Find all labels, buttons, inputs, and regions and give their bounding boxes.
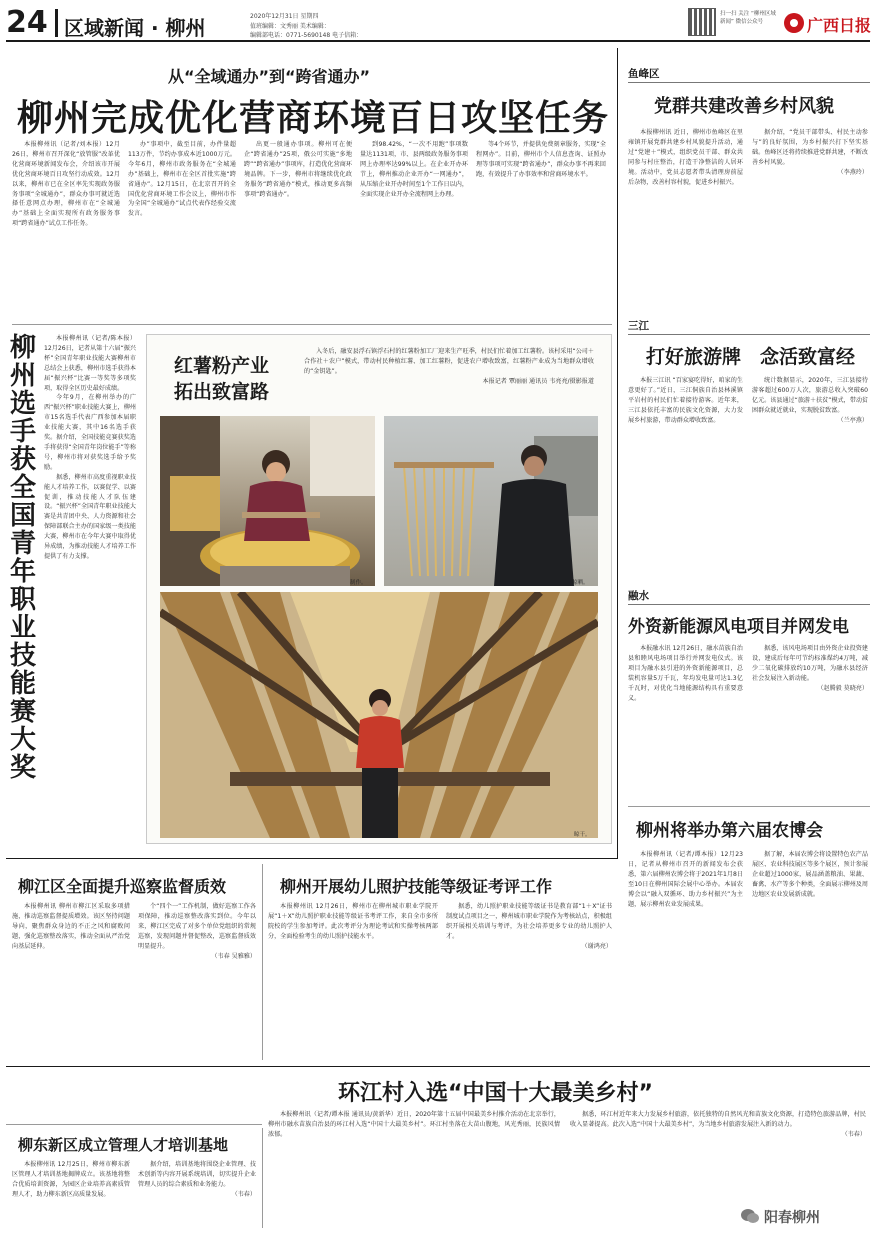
masthead-info-3: 编辑部电话：0771-5690148 电子信箱： — [250, 32, 363, 39]
brand-name: 广西日报 — [807, 16, 872, 35]
bottom2-col-2: 据悉，幼儿照护职业技能等级证书是教育部“1＋X”证书制度试点项目之一，柳州城市职业学院作为考核站点，积极组织开展相关培训与考评，为社会培养更多专业的幼儿照护人才。 （谢鸿亮） — [446, 903, 612, 950]
brand-emblem-icon — [783, 12, 805, 34]
masthead-info-1: 2020年12月31日 星期四 — [250, 13, 319, 20]
right1-col-1: 本报柳州讯 近日，柳州市鱼峰区在里雍镇开展党群共建乡村风貌提升活动，通过“党建＋”模式，组织党员干部、群众共同参与村庄整治，打造干净整洁的人居环境。活动中，党员志愿者带头清理房前屋后杂物，改善村容村貌，促进乡村振兴。 — [628, 129, 743, 186]
bottom1-col-1: 本报柳州讯 柳州市柳江区采取多项措施，推动巡察监督提质增效。该区坚持问题导向，聚焦群众身边的不正之风和腐败问题，强化巡察整改落实，推动全面从严治党向基层延伸。 — [12, 903, 130, 950]
watermark — [738, 1204, 870, 1228]
vertical-title: 柳州选手获全国青年职业技能赛大奖 — [9, 333, 36, 783]
page-number: 24 — [6, 5, 48, 40]
bottom4-title: 柳东新区成立管理人才培训基地 — [18, 1136, 229, 1154]
bottom2-title: 柳州开展幼儿照护技能等级证考评工作 — [280, 877, 553, 896]
right4-col-1: 本报柳州讯（记者/谭本报）12月23日，记者从柳州市召开的新闻发布会获悉，第六届柳州农博会将于2021年1月8日至10日在柳州国际会展中心举办。本届农博会以“融入双循环、助力乡村振兴”为主题，展示柳州农业发展成果。 — [628, 851, 743, 908]
vertical-col-a: 本报柳州讯（记者/陈本报）12月26日，记者从第十六届“振兴杯”全国青年职业技能大赛柳州市总结会上获悉，柳州市选手获得本届“振兴杯”比赛一等奖等多项奖项，取得全区历史最好成绩。 今年9月，在柳州举办的广西“振兴杯”职业技能大赛上，柳州市15名选手代表广西参加本届职业技能大赛，其中16名选手获奖。据介绍，全国技能竞赛获奖选手将获得“全国青年岗位能手”等称号，柳州市将对获奖选手给予奖励。 据悉，柳州市高度重视职业技能人才培养工作，以赛促学、以赛促训，推动技能人才队伍建设。“振兴杯”全国青年职业技能大赛是共青团中央、人力资源和社会保障部联合主办的国家级一类技能大赛，柳州市在今年大赛中取得优异成绩，为推动技能人才培养工作提供了有力支撑。 — [44, 335, 136, 560]
bottom3-col-2: 据悉，环江村近年来大力发展乡村旅游，依托独特的自然风光和苗族文化资源，打造特色旅游品牌，村民收入显著提高。此次入选“中国十大最美乡村”，为当地乡村旅游发展注入新的动力。 （韦春） — [570, 1111, 866, 1138]
right4-col-2: 据了解，本届农博会将设置特色农产品展区、农业科技展区等多个展区，预计参展企业超过1000家，展品涵盖粮油、果蔬、畜禽、水产等多个种类，全面展示柳州及周边地区农业发展新成就。 — [752, 851, 868, 898]
photo-noodle-making — [160, 416, 375, 586]
right2-title-2: 念活致富经 — [760, 346, 856, 368]
photo-drying-racks — [160, 592, 598, 838]
lead-title: 柳州完成优化营商环境百日攻坚任务 — [17, 98, 610, 139]
right3-tag: 融水 — [628, 590, 649, 602]
right1-tag: 鱼峰区 — [628, 68, 660, 80]
right2-title-1: 打好旅游牌 — [646, 346, 742, 368]
bottom4-col-1: 本报柳州讯 12月25日，柳州市柳东新区管理人才培训基地揭牌成立。该基地将整合优质培训资源，为园区企业培养高素质管理人才，助力柳东新区高质量发展。 — [12, 1161, 130, 1198]
feature-title-2: 拓出致富路 — [174, 381, 270, 403]
feature-text: 入冬后，融安县浮石镇浮石村的红薯粉加工厂迎来生产旺季，村民们忙着加工红薯粉。该村采用“公司＋合作社＋农户”模式，带动村民种植红薯、加工红薯粉，促进农户增收致富，红薯粉产业成为当地群众增收的“金钥匙”。 本报记者 覃丽丽 通讯员 韦亮亮/摄影报道 — [304, 348, 594, 385]
brand-logo — [783, 10, 871, 36]
right3-col-1: 本报融水讯 12月26日，融水苗族自治县和睦风电场项目举行并网发电仪式。该项目为融水县引进的外资新能源项目，总装机容量5万千瓦，年均发电量可达1.3亿千瓦时，对优化当地能源结构具有重要意义。 — [628, 645, 743, 702]
right2-col-1: 本报三江讯 “百家宴吃得好，咱家的生意更好了。”近日，三江侗族自治县林溪镇平岩村的村民们忙着接待游客。近年来，三江县依托丰富的民族文化资源，大力发展乡村旅游，带动群众增收致富。 — [628, 377, 743, 424]
bottom1-col-2: 个“四个一”工作机制，做好巡察工作各项保障，推动巡察整改落实到位。今年以来，柳江区完成了对多个单位党组织的常规巡察，发现问题并督促整改，巡察监督质效明显提升。 （韦春 吴雅雅） — [138, 903, 256, 960]
bottom1-title: 柳江区全面提升巡察监督质效 — [18, 877, 227, 896]
lead-col-5: 等4个环节，并提供免费刻章服务，实现“全程网办”。目前，柳州市个人信息查询、证照办理等事项可实现“跨省通办”，群众办事不再来回跑，有效提升了办事效率和营商环境水平。 — [476, 141, 606, 178]
right2-tag: 三江 — [628, 320, 649, 332]
bottom3-title: 环江村入选“中国十大最美乡村” — [338, 1081, 653, 1106]
qr-code — [688, 8, 716, 36]
right4-title: 柳州将举办第六届农博会 — [636, 821, 823, 841]
photo-man-noodles — [384, 416, 598, 586]
right3-col-2: 据悉，该风电场项目由外资企业投资建设，建成后每年可节约标准煤约4万吨，减少二氧化碳排放约10万吨，为融水县经济社会发展注入新动能。 （赵腾毅 莫晓亮） — [752, 645, 868, 692]
qr-note: 扫一扫 关注 “柳州区域新闻” 微信公众号 — [720, 11, 776, 25]
lead-col-1: 本报柳州讯（记者/刘本报）12月26日，柳州市召开深化“放管服”改革优化营商环境新闻发布会，介绍该市开展优化营商环境百日攻坚行动成效。12月以来，柳州市已在全区率先实现政务服务事项“全城通办”，群众办事可就近选择任意网点办理，柳州市在“全城通办”基础上全面实现所有政务服务事项“跨省通办”试点工作任务。 — [12, 141, 120, 228]
right1-title: 党群共建改善乡村风貌 — [654, 96, 834, 117]
right3-title: 外资新能源风电项目并网发电 — [628, 617, 849, 637]
wechat-icon — [740, 1206, 760, 1226]
lead-kicker: 从“全域通办”到“跨省通办” — [168, 67, 371, 86]
masthead-info-2: 值班编辑：文秀丽 美术编辑： — [250, 23, 330, 30]
photo-caption-2: 晾晒。 — [572, 580, 589, 586]
photo-caption-3: 晾干。 — [574, 832, 591, 838]
bottom4-col-2: 据介绍，培训基地将围绕企业管理、技术创新等内容开展系统培训，切实提升企业管理人员的综合素质和业务能力。 （韦春） — [138, 1161, 256, 1198]
watermark-text: 阳春柳州 — [764, 1210, 820, 1226]
section-title: 区域新闻 · 柳州 — [64, 16, 206, 40]
lead-col-4: 到98.42%，“一次不用跑”事项数量达1131项，市、县两级政务服务事项网上办理率达99%以上。在企业开办环节上，柳州推动企业开办“一网通办”，从压缩企业开办时间至1个工作日以内，全面实现企业开办全流程网上办理。 — [360, 141, 468, 198]
bottom2-col-1: 本报柳州讯 12月26日，柳州市在柳州城市职业学院开展“1＋X”幼儿照护职业技能等级证书考评工作，来自全市多所院校的学生参加考评。此次考评分为理论考试和实操考核两部分，全面检验考生的幼儿照护技能水平。 — [268, 903, 438, 940]
lead-col-3: 出更一般通办事项。柳州可在便企“跨省通办”25项，俄公可实施“多地跨”“跨省通办”事项库，打造优化营商环境品牌。下一步，柳州市将继续优化政务服务“跨省通办”模式，推动更多高频事项“跨省通办”。 — [244, 141, 352, 198]
right1-col-2: 据介绍，“党员干部带头、村民主动参与”的良好氛围，为乡村振兴打下坚实基础。鱼峰区还将持续推进党群共建，不断改善乡村风貌。 （李燕玲） — [752, 129, 868, 176]
bottom3-col-1: 本报柳州讯（记者/谭本报 通讯员/黄新华）近日，2020年第十五届中国最美乡村推介活动在北京举行，柳州市融水苗族自治县的环江村入选“中国十大最美乡村”。环江村坐落在大苗山腹地，风光秀丽，民族风情浓郁。 — [268, 1111, 560, 1138]
lead-col-2: 办”事项中，截至目前，办件量超113万件，节约办事成本近1000万元。今年6月，柳州市政务服务在“全城通办”基础上，柳州市在全区首批实施“跨省通办”。12月15日，在北京召开的全国优化营商环境工作会议上，柳州市作为全国“全城通办”试点代表作经验交流发言。 — [128, 141, 236, 218]
photo-caption-1: 制作。 — [350, 580, 367, 586]
feature-title-1: 红薯粉产业 — [174, 355, 270, 377]
right2-col-2: 统计数据显示，2020年，三江县接待游客超过600万人次，旅游总收入突破60亿元。该县通过“旅游＋扶贫”模式，带动贫困群众就近就业，实现脱贫致富。 （兰亭燕） — [752, 377, 868, 424]
